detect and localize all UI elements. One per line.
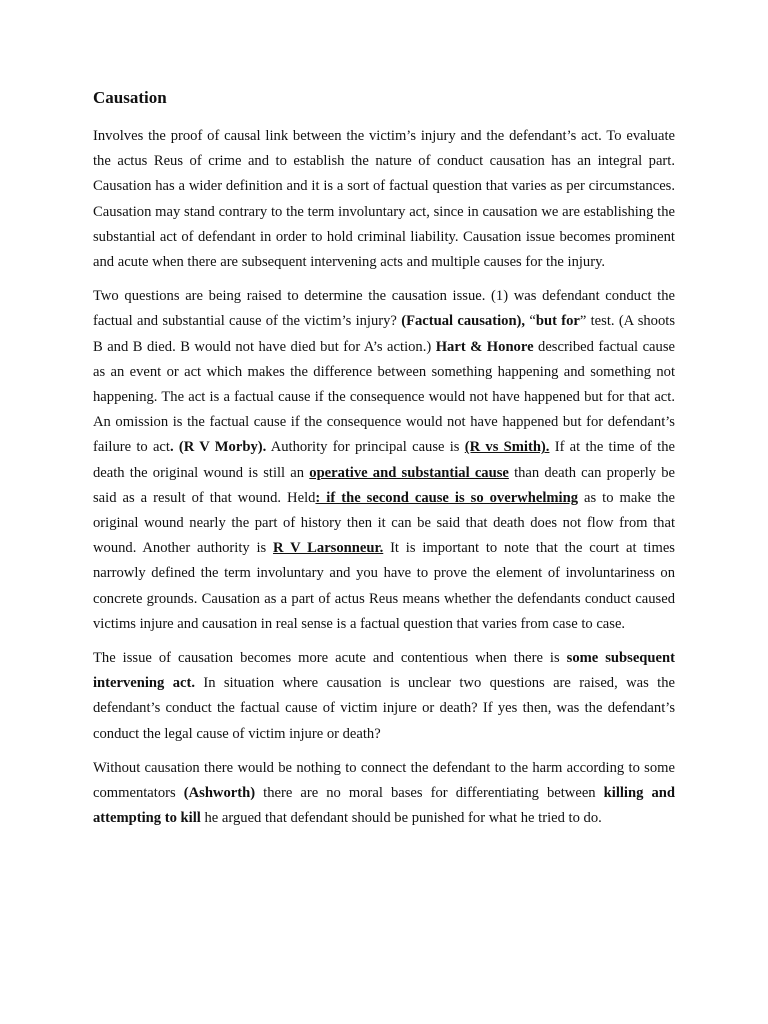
p2-text-4: ” test. (A shoots B and B died. B would not have died but for A’s action.) [93, 313, 675, 355]
p2-underline-larsonneur: R V Larsonneur. [273, 540, 384, 557]
p2-bold-underline-r-vs-smith [465, 439, 550, 455]
p2-bold-factual-causation: (Factual causation), [401, 313, 526, 330]
p2-text-12: than death can properly be said as a result of that wound. Held [93, 464, 676, 506]
p2-underline-r-vs-smith: (R vs Smith). [464, 439, 550, 456]
document-title: Causation [93, 88, 167, 107]
paragraph-3 [93, 646, 675, 747]
paragraph-2 [93, 284, 675, 637]
p2-text-16: It is important to note that the court at times narrowly defined the term involuntary and you have to prove the element of involuntariness on concrete grounds. Causation as a part of actus Reus means whether the defendants conduct caused victims injure and causation in real sense is a factual question that varies from case to case. [93, 540, 675, 632]
p2-text-8: Authority for principal cause is [266, 439, 465, 456]
p2-text-2: “ [525, 313, 536, 330]
p2-bold-r-v-morby: . (R V Morby). [169, 439, 267, 456]
p2-underline-second-cause: : if the second cause is so overwhelming [315, 489, 578, 506]
p3-text-2: In situation where causation is unclear two questions are raised, was the defendant’s conduct the factual cause of victim injure or death? If yes then, was the defendant’s conduct the legal cause of victim injure or death? [93, 675, 675, 742]
p4-text-2: there are no moral bases for differentiating between [255, 785, 604, 802]
p2-bold-second-cause [315, 490, 578, 506]
p2-bold-but-for: but for [535, 313, 580, 330]
p2-text-0: Two questions are being raised to determine the causation issue. (1) was defendant conduct the factual and substantial cause of the victim’s injury? [93, 288, 675, 330]
p3-text-0: The issue of causation becomes more acute and contentious when there is [93, 650, 567, 667]
p3-bold-intervening-act: some subsequent intervening act. [93, 650, 675, 692]
p2-text-10: If at the time of the death the original wound is still an [93, 439, 675, 481]
p2-bold-operative [309, 465, 509, 481]
p2-text-14: as to make the original wound nearly the part of history then it can be said that death does not flow from that wound. Another authority is [93, 489, 675, 557]
p4-bold-ashworth: (Ashworth) [183, 785, 256, 802]
p4-text-4: he argued that defendant should be punished for what he tried to do. [200, 810, 602, 827]
p4-bold-killing: killing and attempting to kill [93, 785, 675, 827]
p2-bold-larsonneur [273, 540, 383, 556]
paragraph-1 [93, 124, 675, 275]
p2-underline-operative: operative and substantial cause [309, 464, 509, 481]
p2-text-6: described factual cause as an event or act which makes the difference between something happening and something not happening. The act is a factual cause if the consequence would not have happened but for that act. An omission is the factual cause if the consequence would not have happened but for defendant’s failure to act [93, 338, 675, 456]
p1-text: Involves the proof of causal link between the victim’s injury and the defendant’s act. To evaluate the actus Reus of crime and to establish the nature of conduct causation has an integral part. Causation has a wider definition and it is a sort of factual question that varies as per circumstances. Causation may stand contrary to the term involuntary act, since in causation we are establishing the substantial act of defendant in order to hold criminal liability. Causation issue becomes prominent and acute when there are subsequent intervening acts and multiple causes for the injury. [93, 128, 675, 271]
p2-bold-hart-honore: Hart & Honore [435, 338, 534, 355]
p4-text-0: Without causation there would be nothing to connect the defendant to the harm according to some commentators [93, 759, 675, 802]
paragraph-4 [93, 756, 675, 832]
